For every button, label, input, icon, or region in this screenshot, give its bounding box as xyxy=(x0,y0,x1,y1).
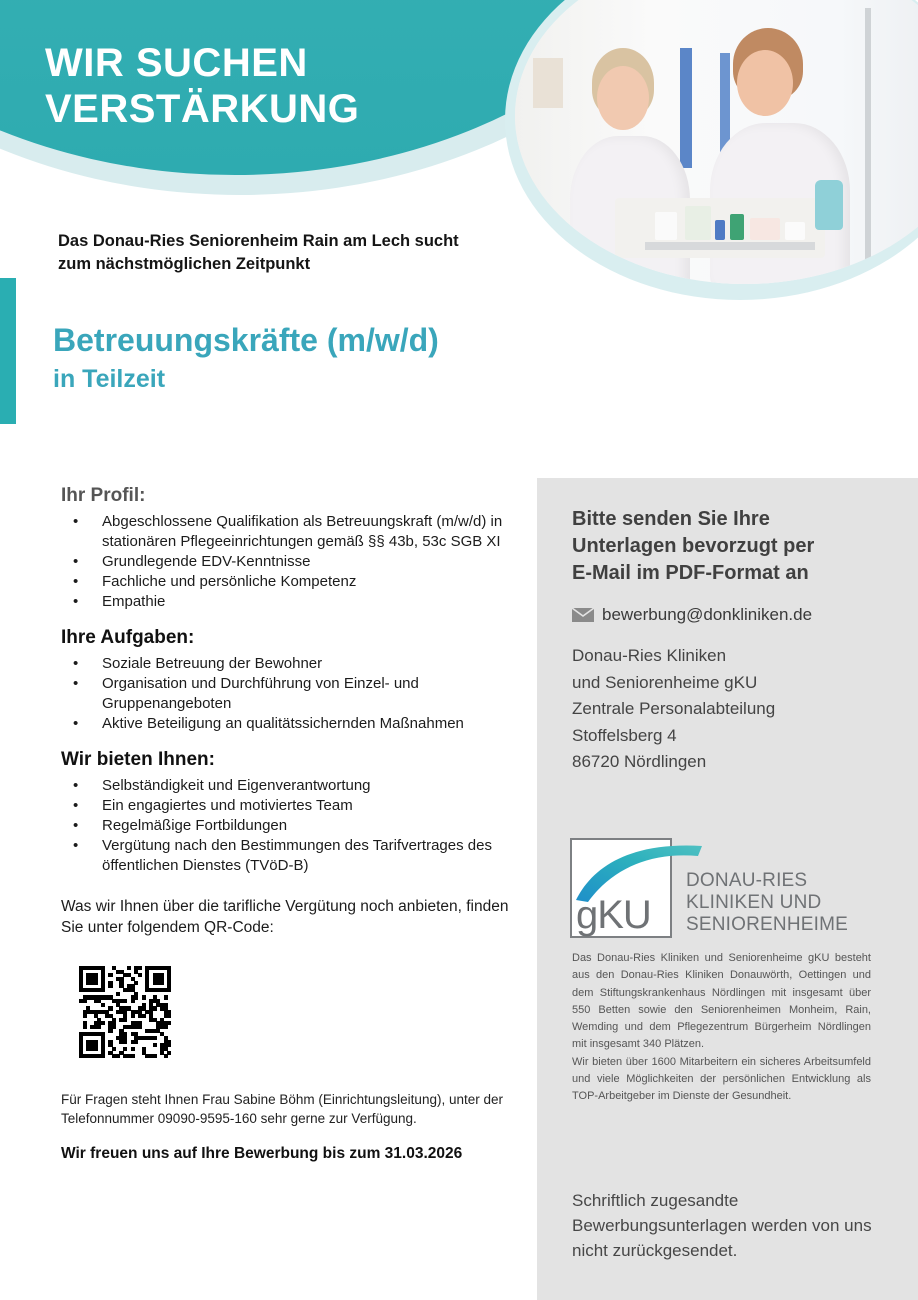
list-item: • Regelmäßige Fortbildungen xyxy=(61,816,511,836)
address-line: Donau-Ries Kliniken xyxy=(572,646,727,665)
list-item: • Abgeschlossene Qualifikation als Betreuungskraft (m/w/d) in stationären Pflegeeinrichtungen gemäß §§ 43b, 53c SGB XI xyxy=(61,512,511,552)
photo-disinfectant-bottle xyxy=(815,180,843,230)
logo-wordmark: DONAU-RIES KLINIKEN UND SENIORENHEIME xyxy=(686,870,849,935)
profile-heading: Ihr Profil: xyxy=(61,485,146,506)
address-line: Stoffelsberg 4 xyxy=(572,725,677,745)
job-title: Betreuungskräfte (m/w/d) xyxy=(53,322,439,358)
header-title-line1: WIR SUCHEN xyxy=(45,41,308,85)
job-subtitle: in Teilzeit xyxy=(53,365,166,393)
accent-bar xyxy=(0,278,16,424)
intro-text: Das Donau-Ries Seniorenheim Rain am Lech sucht zum nächstmöglichen Zeitpunkt xyxy=(58,232,459,273)
list-item: • Empathie xyxy=(61,592,511,612)
contact-info: Für Fragen steht Ihnen Frau Sabine Böhm (Einrichtungsleitung), unter der Telefonnummer 09090-9595-160 sehr gerne zur Verfügung. xyxy=(61,1092,503,1126)
return-note: Schriftlich zugesandte Bewerbungsunterlagen werden von uns nicht zurückgesendet. xyxy=(572,1191,872,1260)
tasks-heading: Ihre Aufgaben: xyxy=(61,627,195,648)
company-logo xyxy=(570,838,848,938)
header-title xyxy=(45,40,359,132)
email-link[interactable]: bewerbung@donkliniken.de xyxy=(602,605,813,624)
logo-mark xyxy=(570,838,672,938)
list-item: • Organisation und Durchführung von Einzel- und Gruppenangeboten xyxy=(61,674,511,714)
offer-list xyxy=(61,776,511,876)
header-title-line2: VERSTÄRKUNG xyxy=(45,87,360,131)
profile-list xyxy=(61,512,511,612)
mail-icon xyxy=(572,608,594,622)
company-description xyxy=(572,950,871,1106)
about-paragraph: Das Donau-Ries Kliniken und Seniorenheime gKU besteht aus den Donau-Ries Kliniken Donauwörth, Oettingen und dem Stiftungskrankenhaus Nördlingen mit insgesamt über 550 Betten sowie den Seniorenheimen Monheim, Rain, Wemding und dem Pflegezentrum Bürgerheim Nördlingen mit insgesamt 340 Plätzen. xyxy=(572,952,871,1051)
application-panel xyxy=(537,478,918,1300)
email-row xyxy=(572,605,872,625)
tasks-list xyxy=(61,654,511,734)
logo-gku-text: gKU xyxy=(576,893,651,937)
address-line: Zentrale Personalabteilung xyxy=(572,699,776,718)
list-item: • Aktive Beteiligung an qualitätssichernden Maßnahmen xyxy=(61,714,511,734)
address-line: und Seniorenheime gKU xyxy=(572,672,758,692)
list-item: • Selbständigkeit und Eigenverantwortung xyxy=(61,776,511,796)
photo-care-cart xyxy=(615,198,825,258)
job-details xyxy=(61,484,511,1164)
list-item: • Vergütung nach den Bestimmungen des Tarifvertrages des öffentlichen Dienstes (TVöD-B) xyxy=(61,836,511,876)
application-heading: Bitte senden Sie Ihre Unterlagen bevorzugt per E-Mail im PDF-Format an xyxy=(572,508,815,584)
about-paragraph: Wir bieten über 1600 Mitarbeitern ein sicheres Arbeitsumfeld und viele Möglichkeiten der persönlichen Entwicklung als TOP-Arbeitgeber im Dienste der Gesundheit. xyxy=(572,1055,871,1103)
list-item: • Ein engagiertes und motiviertes Team xyxy=(61,796,511,816)
offer-heading: Wir bieten Ihnen: xyxy=(61,749,215,770)
list-item: • Grundlegende EDV-Kenntnisse xyxy=(61,552,511,572)
list-item: • Soziale Betreuung der Bewohner xyxy=(61,654,511,674)
qr-code[interactable] xyxy=(79,966,171,1058)
application-deadline: Wir freuen uns auf Ihre Bewerbung bis zum 31.03.2026 xyxy=(61,1145,463,1162)
salary-note: Was wir Ihnen über die tarifliche Vergütung noch anbieten, finden Sie unter folgendem QR-Code: xyxy=(61,898,509,936)
postal-address xyxy=(572,643,872,776)
header-photo xyxy=(515,0,918,284)
address-line: 86720 Nördlingen xyxy=(572,752,707,771)
list-item: • Fachliche und persönliche Kompetenz xyxy=(61,572,511,592)
